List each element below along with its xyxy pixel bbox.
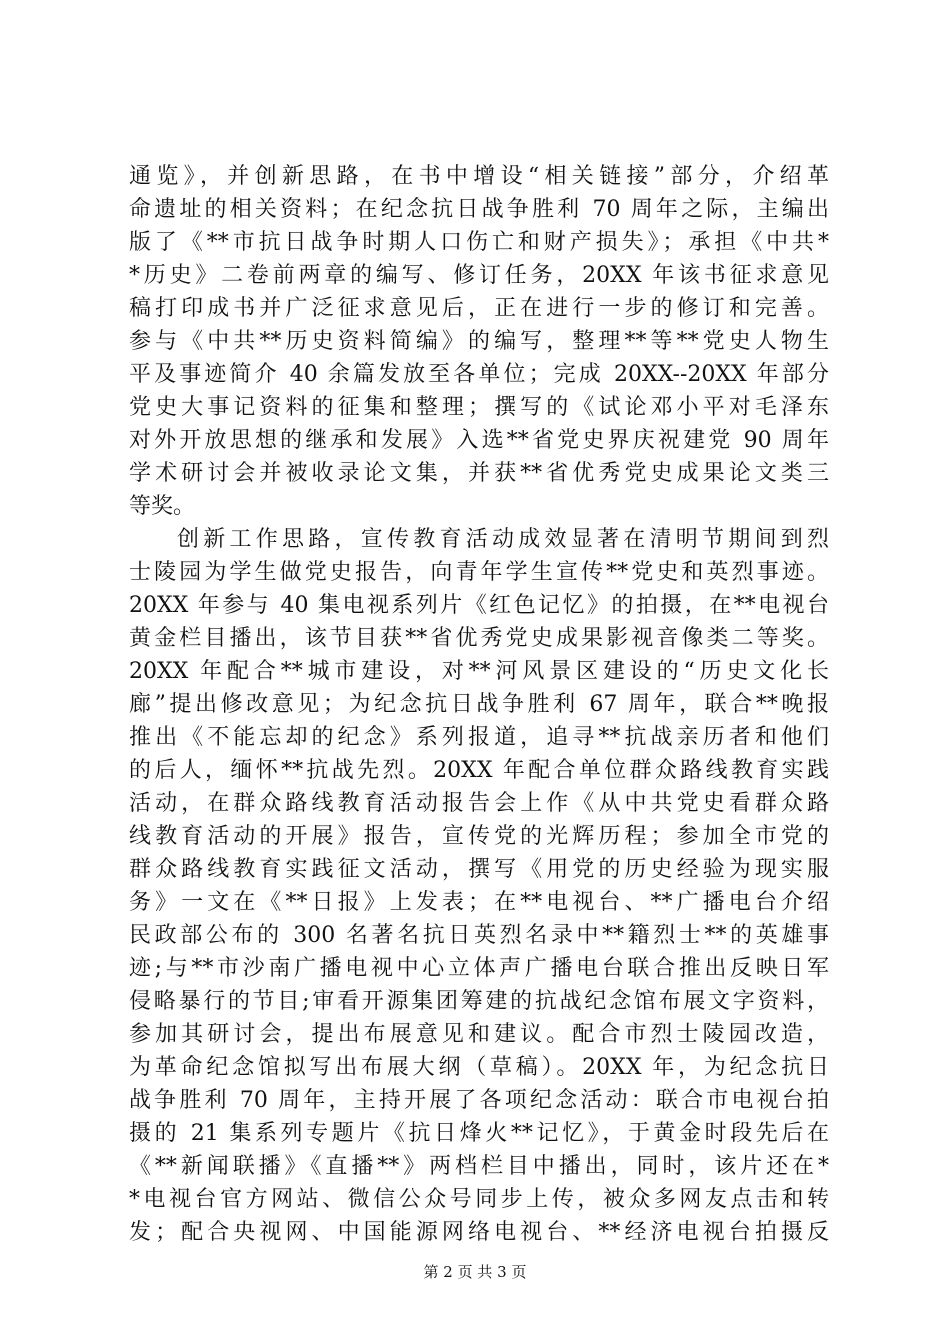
text-line: 士陵园为学生做党史报告，向青年学生宣传**党史和英烈事迹。 [129, 560, 829, 585]
text-line: 线教育活动的开展》报告，宣传党的光辉历程；参加全市党的 [129, 824, 829, 849]
text-line: 等奖。 [129, 494, 196, 519]
text-line: 黄金栏目播出，该节目获**省优秀党史成果影视音像类二等奖。 [129, 626, 829, 651]
paragraph-first-line: 创新工作思路，宣传教育活动成效显著在清明节期间到烈 [177, 527, 829, 552]
text-line: 《**新闻联播》《直播**》两档栏目中播出，同时，该片还在* [129, 1154, 829, 1179]
text-line: 战争胜利 70 周年，主持开展了各项纪念活动：联合市电视台拍 [129, 1088, 829, 1113]
text-line: 命遗址的相关资料；在纪念抗日战争胜利 70 周年之际，主编出 [129, 197, 829, 222]
text-line: 版了《**市抗日战争时期人口伤亡和财产损失》；承担《中共* [129, 230, 829, 255]
body-text [129, 160, 829, 1249]
text-line: 民政部公布的 300 名著名抗日英烈名录中**籍烈士**的英雄事 [129, 923, 829, 948]
text-line: 为革命纪念馆拟写出布展大纲（草稿）。20XX 年，为纪念抗日 [129, 1055, 829, 1080]
text-line: 群众路线教育实践征文活动，撰写《用党的历史经验为现实服 [129, 857, 829, 882]
text-line: 发；配合央视网、中国能源网络电视台、**经济电视台拍摄反 [129, 1220, 829, 1245]
text-line: 稿打印成书并广泛征求意见后，正在进行一步的修订和完善。 [129, 296, 829, 321]
text-line: 的后人，缅怀**抗战先烈。20XX 年配合单位群众路线教育实践 [129, 758, 829, 783]
text-line: 参与《中共**历史资料简编》的编写，整理**等**党史人物生 [129, 329, 829, 354]
text-line: 20XX 年参与 40 集电视系列片《红色记忆》的拍摄，在**电视台 [129, 593, 829, 618]
text-line: 党史大事记资料的征集和整理；撰写的《试论邓小平对毛泽东 [129, 395, 829, 420]
text-line: 推出《不能忘却的纪念》系列报道，追寻**抗战亲历者和他们 [129, 725, 829, 750]
text-line: *电视台官方网站、微信公众号同步上传，被众多网友点击和转 [129, 1187, 829, 1212]
text-line: 通览》，并创新思路，在书中增设“相关链接”部分，介绍革 [129, 164, 829, 189]
text-line: 迹;与**市沙南广播电视中心立体声广播电台联合推出反映日军 [129, 956, 829, 981]
text-line: 活动，在群众路线教育活动报告会上作《从中共党史看群众路 [129, 791, 829, 816]
text-line: 摄的 21 集系列专题片《抗日烽火**记忆》，于黄金时段先后在 [129, 1121, 829, 1146]
text-line: 对外开放思想的继承和发展》入选**省党史界庆祝建党 90 周年 [129, 428, 829, 453]
text-line: 侵略暴行的节目;审看开源集团筹建的抗战纪念馆布展文字资料， [129, 989, 829, 1014]
page-number-footer: 第 2 页 共 3 页 [423, 1263, 527, 1281]
text-line: 20XX 年配合**城市建设，对**河风景区建设的“历史文化长 [129, 659, 829, 684]
text-line: *历史》二卷前两章的编写、修订任务，20XX 年该书征求意见 [129, 263, 829, 288]
text-line: 廊”提出修改意见；为纪念抗日战争胜利 67 周年，联合**晚报 [129, 692, 829, 717]
text-line: 平及事迹简介 40 余篇发放至各单位；完成 20XX--20XX 年部分 [129, 362, 829, 387]
text-line: 学术研讨会并被收录论文集，并获**省优秀党史成果论文类三 [129, 461, 829, 486]
text-line: 参加其研讨会，提出布展意见和建议。配合市烈士陵园改造， [129, 1022, 829, 1047]
text-line: 务》一文在《**日报》上发表；在**电视台、**广播电台介绍 [129, 890, 829, 915]
